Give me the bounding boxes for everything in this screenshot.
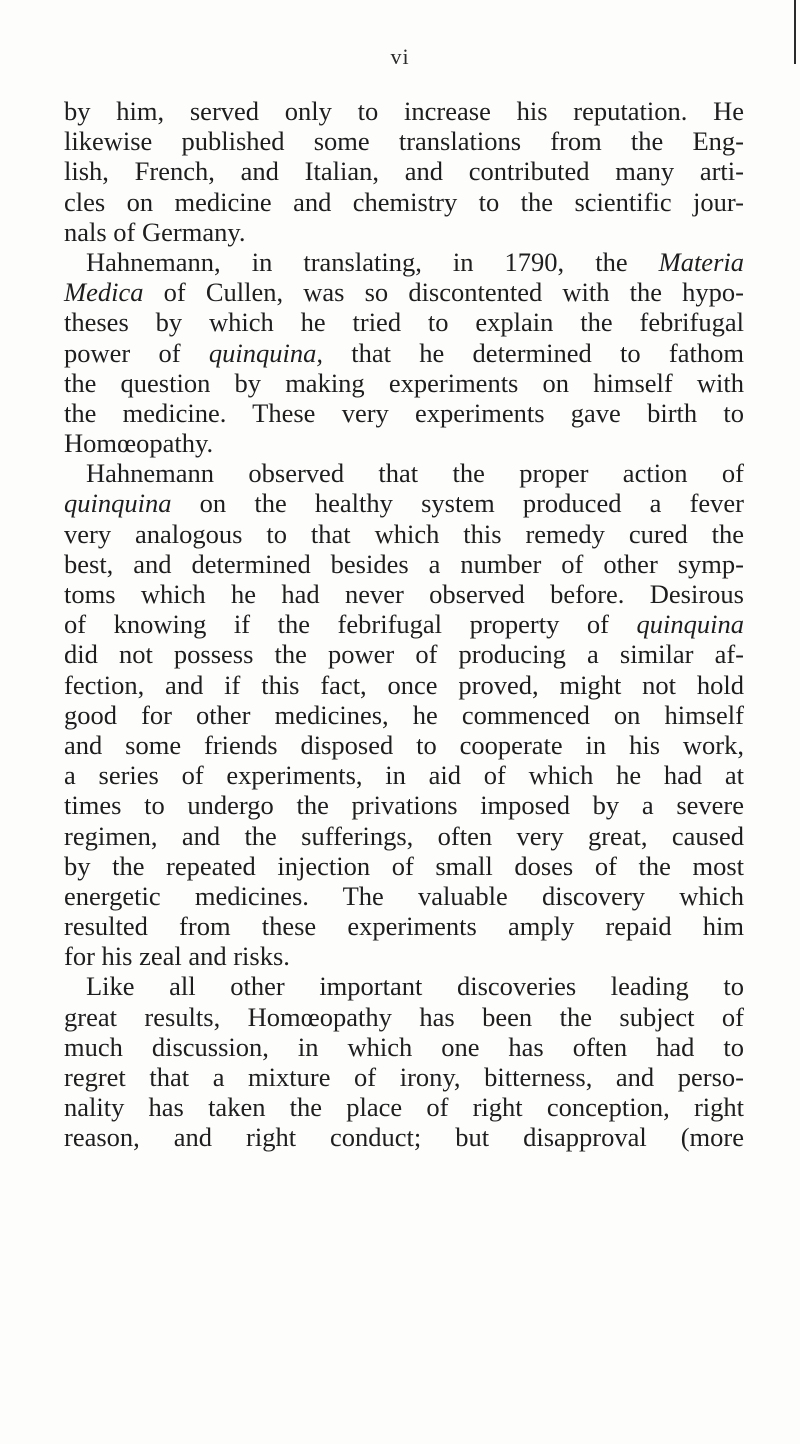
text-line: energetic medicines. The valuable discovery which (64, 880, 744, 911)
text-line: the question by making experiments on himself with (64, 367, 744, 398)
italic-term: Materia (658, 246, 744, 277)
text-line: regret that a mixture of irony, bitterness, and perso- (64, 1062, 744, 1092)
text-segment: Hahnemann, in translating, in 1790, the (86, 246, 659, 277)
text-line (64, 277, 744, 307)
text-segment: of knowing if the febrifugal property of (64, 609, 637, 640)
text-line: great results, Homœopathy has been the subject of (64, 1001, 744, 1032)
text-line: regimen, and the sufferings, often very great, caused (64, 820, 744, 851)
text-line: for his zeal and risks. (64, 941, 290, 972)
page-number: vi (390, 44, 410, 69)
text-segment: that he determined to fathom (322, 337, 744, 368)
text-line: nals of Germany. (64, 216, 246, 247)
italic-term: quinquina, (208, 337, 323, 368)
text-segment: power of (64, 337, 209, 368)
text-line: lish, French, and Italian, and contributed many arti- (64, 156, 744, 187)
body-text (64, 96, 744, 1153)
text-line: nality has taken the place of right conception, right (64, 1092, 744, 1123)
text-line: very analogous to that which this remedy cured the (64, 518, 744, 549)
italic-term: Medica (64, 277, 144, 308)
text-line: a series of experiments, in aid of which he had at (64, 760, 744, 791)
italic-term: quinquina (64, 488, 172, 519)
text-line: times to undergo the privations imposed by a severe (64, 790, 744, 821)
text-line: Like all other important discoveries leading to (86, 971, 744, 1002)
text-line: good for other medicines, he commenced on himself (64, 699, 744, 730)
italic-term: quinquina (636, 609, 744, 640)
text-line: the medicine. These very experiments gave birth to (64, 397, 744, 428)
text-line: resulted from these experiments amply repaid him (64, 911, 744, 942)
text-line: fection, and if this fact, once proved, might not hold (64, 669, 744, 700)
text-line (64, 247, 744, 277)
text-segment: on the healthy system produced a fever (171, 488, 744, 519)
text-line: Hahnemann observed that the proper action of (86, 458, 744, 489)
text-line: by the repeated injection of small doses of the most (64, 850, 744, 881)
text-line (64, 488, 744, 518)
text-line (64, 609, 744, 639)
text-segment: of Cullen, was so discontented with the hypo- (143, 277, 744, 308)
text-line: by him, served only to increase his reputation. He (64, 96, 744, 126)
text-line: likewise published some translations from the Eng- (64, 126, 744, 157)
text-line: theses by which he tried to explain the febrifugal (64, 307, 744, 338)
text-line: cles on medicine and chemistry to the scientific jour- (64, 186, 744, 217)
text-line: reason, and right conduct; but disapproval (more (64, 1122, 744, 1153)
text-line: much discussion, in which one has often had to (64, 1031, 744, 1062)
text-line: best, and determined besides a number of other symp- (64, 548, 744, 579)
text-line: Homœopathy. (64, 428, 214, 459)
text-line: did not possess the power of producing a similar af- (64, 639, 744, 670)
text-line (64, 338, 744, 368)
text-line: and some friends disposed to cooperate in his work, (64, 729, 744, 760)
text-line: toms which he had never observed before. Desirous (64, 579, 744, 609)
